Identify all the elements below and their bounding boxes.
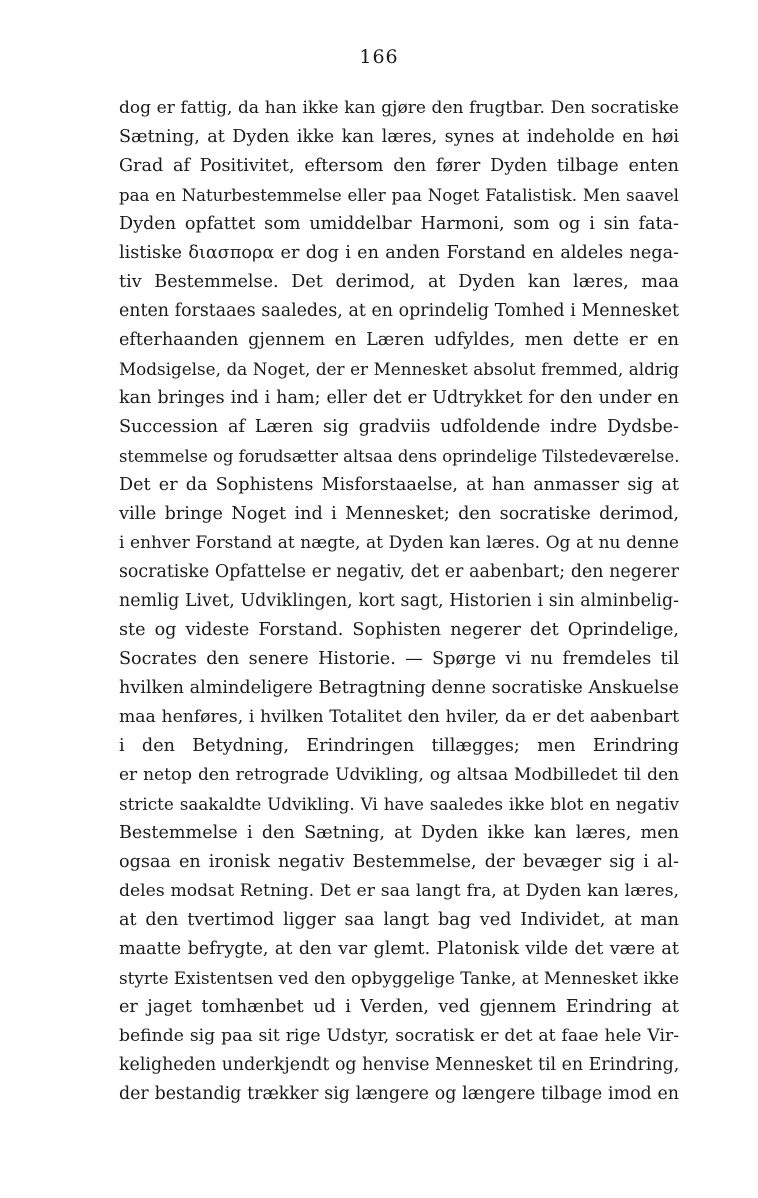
text-line: stricte saakaldte Udvikling. Vi have saaledes ikke blot en negativ bbox=[119, 794, 679, 814]
text-line: at den tvertimod ligger saa langt bag ved Individet, at man bbox=[119, 910, 679, 930]
text-line: tiv Bestemmelse. Det derimod, at Dyden kan læres, maa bbox=[119, 272, 679, 292]
text-line: i den Betydning, Erindringen tillægges; men Erindring bbox=[119, 736, 679, 756]
text-line: styrte Existentsen ved den opbyggelige Tanke, at Mennesket ikke bbox=[119, 968, 679, 988]
text-line: i enhver Forstand at nægte, at Dyden kan læres. Og at nu denne bbox=[119, 533, 679, 553]
text-line: dog er fattig, da han ikke kan gjøre den frugtbar. Den socratiske bbox=[119, 98, 679, 118]
text-line: Sætning, at Dyden ikke kan læres, synes at indeholde en høi bbox=[119, 127, 679, 147]
text-line: paa en Naturbestemmelse eller paa Noget Fatalistisk. Men saavel bbox=[119, 186, 679, 205]
text-line: listiske διασπορα er dog i en anden Forstand en aldeles nega- bbox=[119, 243, 679, 263]
text-line: Grad af Positivitet, eftersom den fører Dyden tilbage enten bbox=[119, 156, 679, 176]
text-line: ville bringe Noget ind i Mennesket; den socratiske derimod, bbox=[119, 504, 679, 524]
text-line: stemmelse og forudsætter altsaa dens oprindelige Tilstedeværelse. bbox=[119, 447, 679, 466]
text-line: er netop den retrograde Udvikling, og altsaa Modbilledet til den bbox=[119, 765, 679, 785]
text-line: hvilken almindeligere Betragtning denne socratiske Anskuelse bbox=[119, 678, 679, 698]
text-line: enten forstaaes saaledes, at en oprindelig Tomhed i Mennesket bbox=[119, 301, 679, 321]
text-line: Det er da Sophistens Misforstaaelse, at han anmasser sig at bbox=[119, 475, 679, 495]
text-line: befinde sig paa sit rige Udstyr, socratisk er det at faae hele Vir- bbox=[119, 1026, 679, 1046]
text-line: ste og videste Forstand. Sophisten negerer det Oprindelige, bbox=[119, 620, 679, 640]
text-line: maa henføres, i hvilken Totalitet den hviler, da er det aabenbart bbox=[119, 707, 679, 727]
text-line: Bestemmelse i den Sætning, at Dyden ikke kan læres, men bbox=[119, 823, 679, 843]
text-line: kan bringes ind i ham; eller det er Udtrykket for den under en bbox=[119, 388, 679, 408]
text-line: Dyden opfattet som umiddelbar Harmoni, som og i sin fata- bbox=[119, 214, 679, 234]
text-line: nemlig Livet, Udviklingen, kort sagt, Historien i sin alminbelig- bbox=[119, 591, 679, 611]
text-line: ogsaa en ironisk negativ Bestemmelse, der bevæger sig i al- bbox=[119, 852, 679, 872]
text-line: deles modsat Retning. Det er saa langt fra, at Dyden kan læres, bbox=[119, 881, 679, 901]
text-line: maatte befrygte, at den var glemt. Platonisk vilde det være at bbox=[119, 939, 679, 959]
text-line: der bestandig trækker sig længere og længere tilbage imod en bbox=[119, 1084, 679, 1104]
text-line: keligheden underkjendt og henvise Mennesket til en Erindring, bbox=[119, 1055, 679, 1075]
text-line: Modsigelse, da Noget, der er Mennesket absolut fremmed, aldrig bbox=[119, 359, 679, 379]
text-line: Socrates den senere Historie. — Spørge vi nu fremdeles til bbox=[119, 649, 679, 669]
body-text bbox=[119, 94, 679, 1109]
page-number: 166 bbox=[359, 46, 399, 68]
text-line: er jaget tomhænbet ud i Verden, ved gjennem Erindring at bbox=[119, 997, 679, 1017]
text-line: efterhaanden gjennem en Læren udfyldes, men dette er en bbox=[119, 330, 679, 350]
text-line: Succession af Læren sig gradviis udfoldende indre Dydsbe- bbox=[119, 417, 679, 437]
text-line: socratiske Opfattelse er negativ, det er aabenbart; den negerer bbox=[119, 562, 679, 582]
